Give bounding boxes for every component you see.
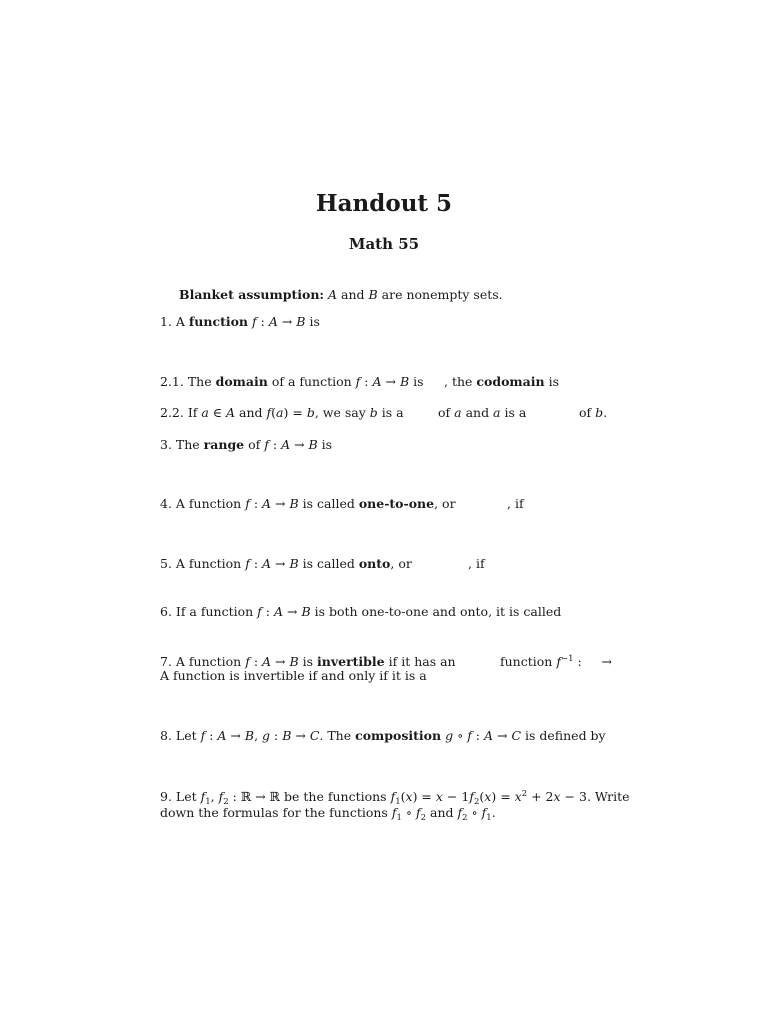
item-7-line-2: A function is invertible if and only if it is a: [160, 668, 427, 683]
item-4: 4. A function f : A → B is called one-to-one, or: [160, 496, 456, 511]
item-4-if: , if: [507, 496, 524, 511]
page-subtitle: Math 55: [348, 235, 420, 253]
blanket-label: Blanket assumption:: [179, 287, 325, 302]
item-2-2-end: of b.: [579, 405, 608, 420]
item-5-if: , if: [468, 556, 485, 571]
item-2-1-codomain: , the codomain is: [444, 374, 559, 389]
term-onto: onto: [358, 556, 391, 571]
blanket-text: are nonempty sets.: [377, 287, 503, 302]
item-2-2: 2.2. If a ∈ A and f(a) = b, we say b is a: [160, 405, 404, 420]
term-codomain: codomain: [476, 374, 545, 389]
item-2-1: 2.1. The domain of a function f : A → B is: [160, 374, 424, 389]
item-5: 5. A function f : A → B is called onto, or: [160, 556, 412, 571]
item-7-inverse: function $f^{-1}$ : →: [500, 654, 613, 669]
item-8: 8. Let f : A → B, g : B → C. The composition g ∘ f : A → C is defined by: [160, 728, 606, 743]
item-2-2-mid: of a and a is a: [438, 405, 527, 420]
item-7: 7. A function f : A → B is invertible if it has an: [160, 654, 456, 669]
term-composition: composition: [355, 728, 442, 743]
item-1: 1. A function f : A → B is: [160, 314, 320, 329]
term-one-to-one: one-to-one: [358, 496, 435, 511]
item-9-line-2: down the formulas for the functions $f_1$ ∘ $f_2$ and $f_2$ ∘ $f_1$.: [160, 805, 496, 823]
item-9: 9. Let $f_1$, $f_2$ : ℝ → ℝ be the functions $f_1(x) = x - 1f_2(x) = x^2 + 2x - 3$. Write: [160, 789, 630, 807]
term-function: function: [188, 314, 249, 329]
term-invertible: invertible: [317, 654, 385, 669]
item-6: 6. If a function f : A → B is both one-to-one and onto, it is called: [160, 604, 562, 619]
item-3: 3. The range of f : A → B is: [160, 437, 333, 452]
blanket-assumption: Blanket assumption: A and B are nonempty sets.: [179, 287, 503, 302]
term-range: range: [203, 437, 245, 452]
page-title: Handout 5: [315, 190, 453, 217]
term-domain: domain: [215, 374, 268, 389]
